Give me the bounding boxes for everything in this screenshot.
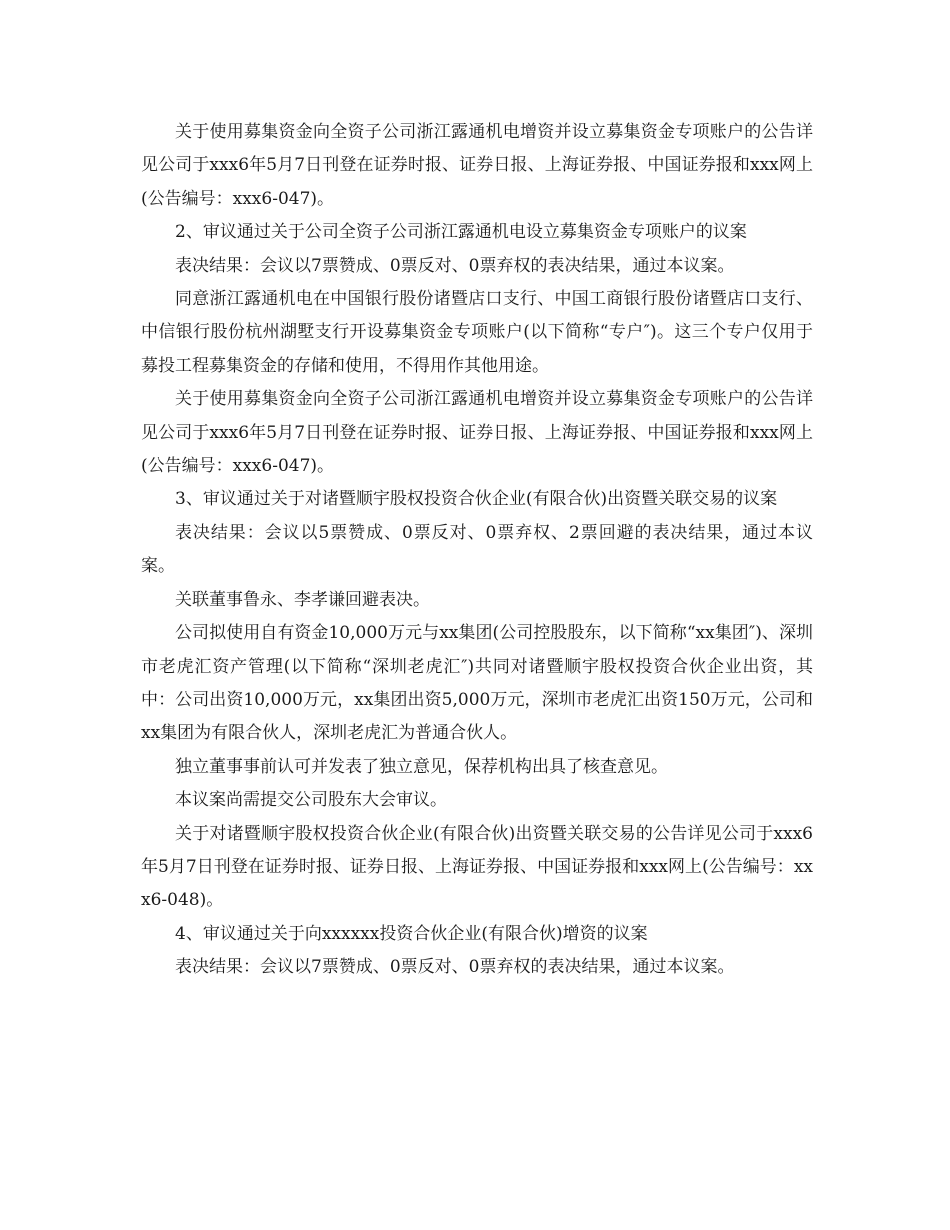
paragraph-announcement-047-b: 关于使用募集资金向全资子公司浙江露通机电增资并设立募集资金专项账户的公告详见公司于xxx6年5月7日刊登在证券时报、证券日报、上海证券报、中国证券报和xxx网上(公告编号：xxx6-047)。 [141,389,813,477]
paragraph-independent-opinion: 独立董事事前认可并发表了独立意见，保荐机构出具了核查意见。 [175,756,668,777]
paragraph-special-accounts: 同意浙江露通机电在中国银行股份诸暨店口支行、中国工商银行股份诸暨店口支行、中信银行股份杭州湖墅支行开设募集资金专项账户(以下简称“专户″)。这三个专户仅用于募投工程募集资金的存储和使用，不得用作其他用途。 [141,289,813,376]
document-body [141,116,813,985]
paragraph-related-directors: 关联董事鲁永、李孝谦回避表决。 [175,589,430,610]
paragraph-announcement-047-a: 关于使用募集资金向全资子公司浙江露通机电增资并设立募集资金专项账户的公告详见公司于xxx6年5月7日刊登在证券时报、证券日报、上海证券报、中国证券报和xxx网上(公告编号：xxx6-047)。 [141,122,813,209]
paragraph-item-3-title: 3、审议通过关于对诸暨顺宇股权投资合伙企业(有限合伙)出资暨关联交易的议案 [175,489,778,510]
paragraph-investment-details: 公司拟使用自有资金10,000万元与xx集团(公司控股股东，以下简称“xx集团″)、深圳市老虎汇资产管理(以下简称“深圳老虎汇″)共同对诸暨顺宇股权投资合伙企业出资，其中：公司出资10,000万元，xx集团出资5,000万元，深圳市老虎汇出资150万元，公司和xx集团为有限合伙人，深圳老虎汇为普通合伙人。 [141,623,813,744]
paragraph-shareholder-review: 本议案尚需提交公司股东大会审议。 [175,790,447,811]
paragraph-vote-result-item-2: 表决结果：会议以7票赞成、0票反对、0票弃权的表决结果，通过本议案。 [175,255,735,276]
paragraph-item-4-title: 4、审议通过关于向xxxxxx投资合伙企业(有限合伙)增资的议案 [175,923,648,944]
paragraph-vote-result-item-3: 表决结果：会议以5票赞成、0票反对、0票弃权、2票回避的表决结果，通过本议案。 [141,522,813,577]
paragraph-item-2-title: 2、审议通过关于公司全资子公司浙江露通机电设立募集资金专项账户的议案 [175,222,747,243]
paragraph-vote-result-item-4: 表决结果：会议以7票赞成、0票反对、0票弃权的表决结果，通过本议案。 [175,957,735,978]
paragraph-announcement-048: 关于对诸暨顺宇股权投资合伙企业(有限合伙)出资暨关联交易的公告详见公司于xxx6年5月7日刊登在证券时报、证券日报、上海证券报、中国证券报和xxx网上(公告编号：xxx6-048)。 [141,823,813,911]
